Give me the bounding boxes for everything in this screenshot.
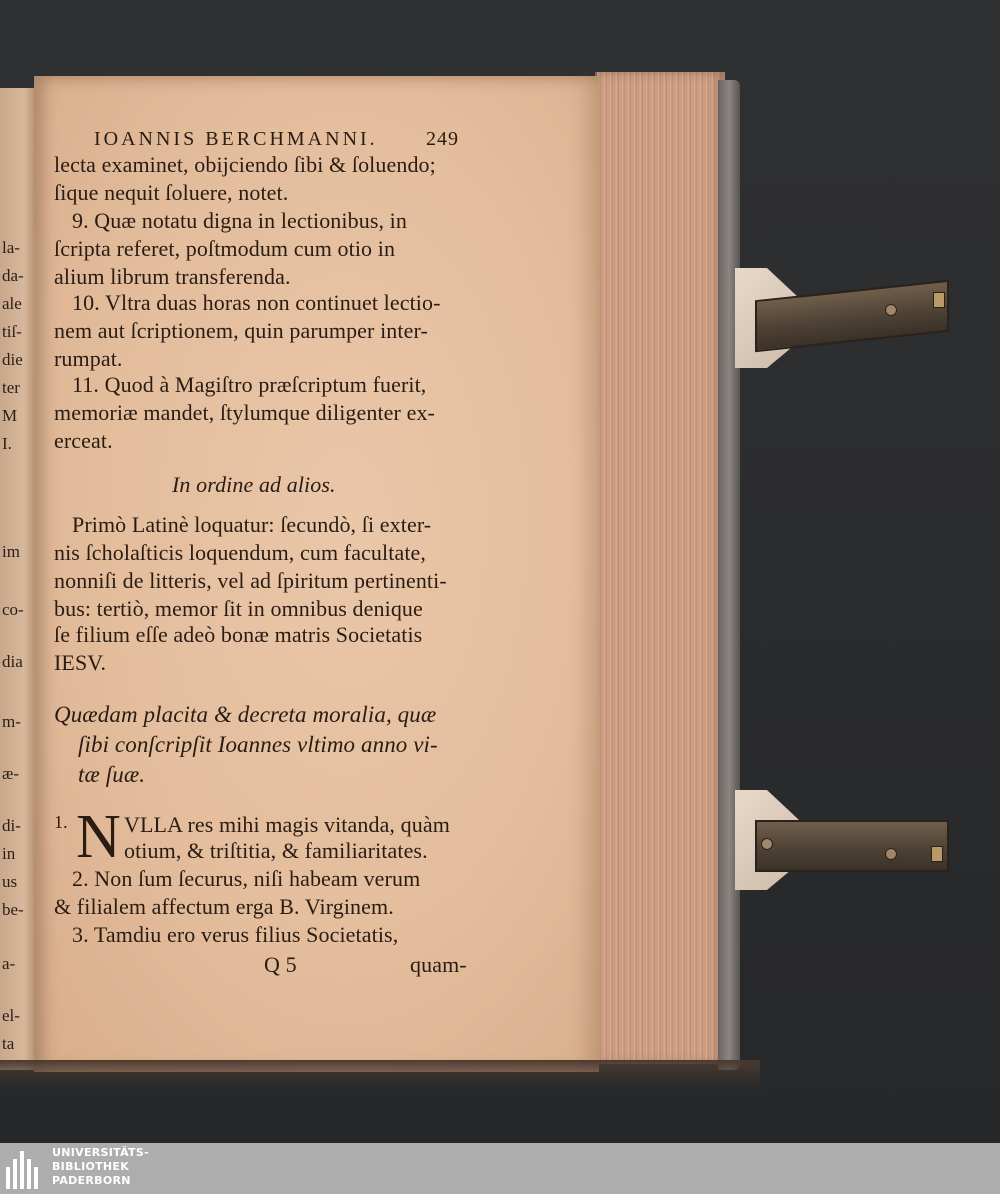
library-logo-text <box>52 1146 149 1188</box>
left-fragment: ter <box>2 378 20 397</box>
text-line: 9. Quæ notatu digna in lectionibus, in <box>72 208 407 233</box>
left-fragment: di- <box>2 816 21 835</box>
text-line: erceat. <box>54 428 113 453</box>
book-spine <box>718 80 740 1070</box>
clasp-tip <box>933 292 945 308</box>
text-line: nem aut ſcriptionem, quin parumper inter- <box>54 318 428 343</box>
left-fragment: el- <box>2 1006 20 1025</box>
text-line: 10. Vltra duas horas non continuet lectio- <box>72 290 441 315</box>
page-number: 249 <box>426 128 459 150</box>
logo-line: BIBLIOTHEK <box>52 1160 130 1173</box>
text-line: 11. Quod à Magiſtro præſcriptum fuerit, <box>72 372 427 397</box>
clasp-strap <box>755 820 949 872</box>
left-fragment: im <box>2 542 20 561</box>
left-fragment: co- <box>2 600 24 619</box>
text-line: nonniſi de litteris, vel ad ſpiritum pertinenti- <box>54 568 447 593</box>
section-title: tæ ſuæ. <box>78 762 146 787</box>
upper-clasp <box>735 268 950 378</box>
left-fragment: I. <box>2 434 12 453</box>
library-footer-bar <box>0 1143 1000 1194</box>
running-head-title: IOANNIS BERCHMANNI. <box>94 128 378 150</box>
item-number: 1. <box>54 812 68 832</box>
text-line: 3. Tamdiu ero verus filius Societatis, <box>72 922 399 947</box>
text-line: otium, & triſtitia, & familiaritates. <box>124 838 428 863</box>
drop-capital: N <box>76 803 121 871</box>
text-line: memoriæ mandet, ſtylumque diligenter ex- <box>54 400 435 425</box>
clasp-rivet <box>885 848 897 860</box>
section-title: Quædam placita & decreta moralia, quæ <box>54 702 437 727</box>
left-fragment: in <box>2 844 16 863</box>
page-block-edges <box>595 72 725 1064</box>
text-line: nis ſcholaſticis loquendum, cum facultate, <box>54 540 426 565</box>
clasp-tip <box>931 846 943 862</box>
logo-line: PADERBORN <box>52 1174 131 1187</box>
left-fragment: die <box>2 350 23 369</box>
left-fragment: æ- <box>2 764 19 783</box>
text-line: lecta examinet, obijciendo ſibi & ſoluendo; <box>54 152 436 177</box>
library-logo-icon <box>6 1149 44 1189</box>
running-head <box>94 128 459 151</box>
text-line: bus: tertiò, memor ſit in omnibus denique <box>54 596 423 621</box>
page-bottom-shadow <box>0 1060 760 1090</box>
clasp-rivet <box>885 304 897 316</box>
left-fragment: da- <box>2 266 24 285</box>
text-line: rumpat. <box>54 346 123 371</box>
text-line: & filialem affectum erga B. Virginem. <box>54 894 394 919</box>
section-title: ſibi conſcripſit Ioannes vltimo anno vi- <box>78 732 438 757</box>
left-page-edge <box>0 88 36 1070</box>
text-line: VLLA res mihi magis vitanda, quàm <box>124 812 450 837</box>
left-fragment: tiſ- <box>2 322 22 341</box>
subheading: In ordine ad alios. <box>172 472 336 497</box>
text-line: ſcripta referet, poſtmodum cum otio in <box>54 236 396 261</box>
left-fragment: be- <box>2 900 24 919</box>
left-fragment: a- <box>2 954 16 973</box>
left-fragment: M <box>2 406 18 425</box>
text-line: alium librum transferenda. <box>54 264 291 289</box>
left-fragment: dia <box>2 652 23 671</box>
left-fragment: m- <box>2 712 21 731</box>
text-line: ſe filium eſſe adeò bonæ matris Societatis <box>54 622 423 647</box>
catchword: quam- <box>410 952 467 977</box>
text-line: Primò Latinè loquatur: ſecundò, ſi exter- <box>72 512 432 537</box>
signature-mark: Q 5 <box>264 952 297 977</box>
left-fragment: ale <box>2 294 22 313</box>
left-fragment: ta <box>2 1034 15 1053</box>
logo-line: UNIVERSITÄTS- <box>52 1146 149 1159</box>
left-fragment: us <box>2 872 18 891</box>
text-line: 2. Non ſum ſecurus, niſi habeam verum <box>72 866 421 891</box>
lower-clasp <box>735 790 950 900</box>
text-line: ſique nequit ſoluere, notet. <box>54 180 289 205</box>
clasp-rivet <box>761 838 773 850</box>
left-fragment: la- <box>2 238 20 257</box>
text-line: IESV. <box>54 650 107 675</box>
